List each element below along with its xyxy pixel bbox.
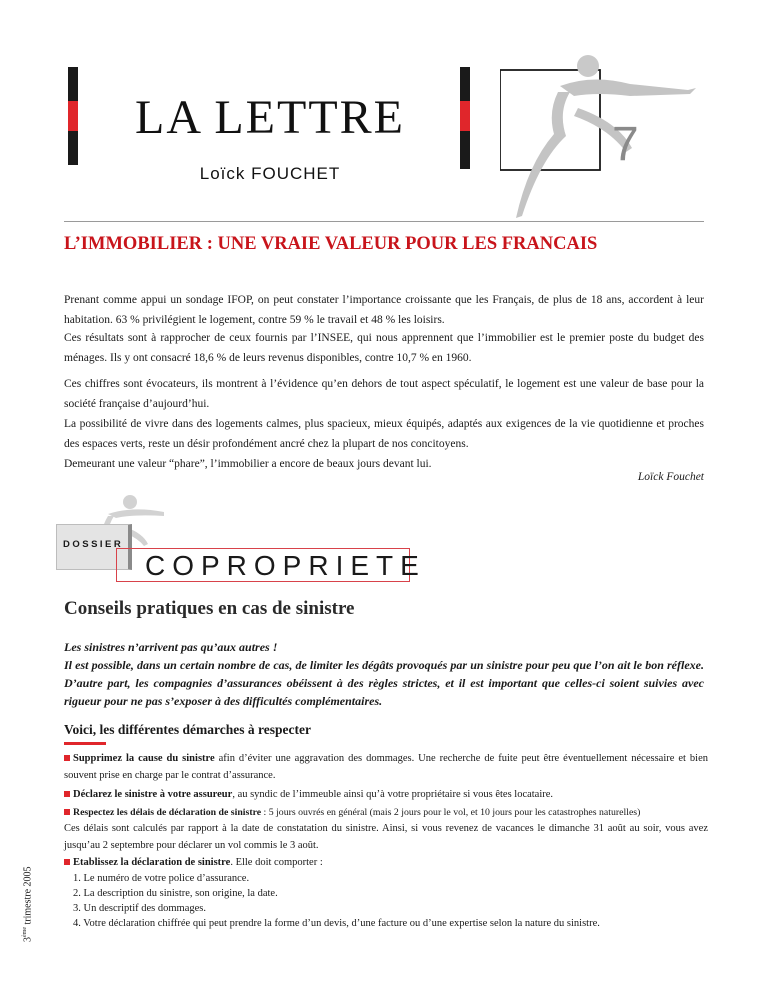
step-2-text: , au syndic de l’immeuble ainsi qu’à votre propriétaire si vous êtes locataire. <box>232 789 554 800</box>
article-paragraph-2: Ces résultats sont à rapprocher de ceux fournis par l’INSEE, qui nous apprennent que l’immobilier est le premier poste du budget des ménages. Ils y ont consacré 18,6 % de leurs revenus disponibles, contre 10,7 % en 1960. <box>64 332 704 364</box>
intro-line-2: Il est possible, dans un certain nombre de cas, de limiter les dégâts provoqués par un sinistre pour peu que l’on ait le bon réflexe. D’autre part, les compagnies d’assurances obéissent à des règles strictes, et il est important que celles-ci soient suivies avec rigueur pour ne pas s’exposer à des difficultés complémentaires. <box>64 658 704 708</box>
step-3 <box>64 804 708 821</box>
list-item: 3. Un descriptif des dommages. <box>73 903 206 914</box>
section-title: COPROPRIETE <box>145 550 426 581</box>
step-4 <box>64 854 708 931</box>
article-headline: L’IMMOBILIER : UNE VRAIE VALEUR POUR LES FRANCAIS <box>64 234 598 254</box>
steps-heading: Voici, les différentes démarches à respecter <box>64 722 311 737</box>
heading-underline <box>64 742 106 745</box>
logo-digit: 7 <box>612 118 639 171</box>
article-paragraph-3 <box>64 374 704 474</box>
list-item: 2. La description du sinistre, son origine, la date. <box>73 888 278 899</box>
bullet-square-icon <box>64 791 70 797</box>
paragraph-3-line-1: Ces chiffres sont évocateurs, ils montrent à l’évidence qu’en dehors de tout aspect spéculatif, le logement est une valeur de base pour la société française d’aujourd’hui. <box>64 378 704 410</box>
intro-line-1: Les sinistres n’arrivent pas qu’aux autres ! <box>64 640 278 654</box>
newsletter-title: LA LETTRE <box>135 91 405 144</box>
step-3-text: : 5 jours ouvrés en général (mais 2 jours pour le vol, et 10 jours pour les catastrophes naturelles) <box>261 807 641 818</box>
step-4-bold: Etablissez la déclaration de sinistre <box>73 857 231 868</box>
dossier-subtitle: Conseils pratiques en cas de sinistre <box>64 598 355 619</box>
author-name: Loïck FOUCHET <box>199 164 341 183</box>
declaration-list <box>64 871 708 931</box>
article-signature: Loïck Fouchet <box>637 471 704 483</box>
paragraph-3-line-3: Demeurant une valeur “phare”, l’immobilier a encore de beaux jours devant lui. <box>64 458 432 470</box>
header-divider <box>64 221 704 222</box>
step-2 <box>64 786 708 803</box>
bullet-square-icon <box>64 755 70 761</box>
issue-period-label <box>22 866 33 942</box>
step-1-text: afin d’éviter une aggravation des dommages. Une recherche de fuite peut être éventuellement nécessaire et bien souvent prise en charge par le contrat d’assurance. <box>64 753 708 781</box>
paragraph-3-line-2: La possibilité de vivre dans des logements calmes, plus spacieux, mieux équipés, adaptés aux exigences de la vie quotidienne et proches des espaces verts, reste un désir profondément ancré chez la plupart de nos concitoyens. <box>64 418 704 450</box>
figure-seven-logo <box>500 52 730 224</box>
step-2-bold: Déclarez le sinistre à votre assureur <box>73 789 233 800</box>
step-4-text: . Elle doit comporter : <box>230 857 323 868</box>
step-1-bold: Supprimez la cause du sinistre <box>73 753 215 764</box>
period-number: 3 <box>22 937 34 942</box>
list-item: 1. Le numéro de votre police d’assurance. <box>73 873 250 884</box>
list-item: 4. Votre déclaration chiffrée qui peut prendre la forme d’un devis, d’une facture ou d’une expertise selon la nature du sinistre. <box>73 918 600 929</box>
left-accent-bar <box>68 67 78 165</box>
step-3-bold: Respectez les délais de déclaration de sinistre <box>73 807 262 818</box>
period-text: trimestre 2005 <box>22 866 34 927</box>
section-title-box <box>116 548 426 582</box>
step-1 <box>64 750 708 784</box>
delais-note: Ces délais sont calculés par rapport à la date de constatation du sinistre. Ainsi, si vous revenez de vacances le dimanche 31 août au soir, vous avez jusqu’au 2 septembre pour déclarer un vol commis le 3 août. <box>64 823 708 851</box>
right-accent-bar <box>460 67 470 169</box>
bullet-square-icon <box>64 809 70 815</box>
dossier-label: DOSSIER <box>63 539 124 550</box>
period-ordinal: ème <box>22 927 28 937</box>
dossier-intro <box>64 638 704 710</box>
article-paragraph-1: Prenant comme appui un sondage IFOP, on peut constater l’importance croissante que les Français, de plus de 18 ans, accordent à leur habitation. 63 % privilégient le logement, contre 59 % le travail et 48 % les loisirs. <box>64 294 704 326</box>
bullet-square-icon <box>64 859 70 865</box>
